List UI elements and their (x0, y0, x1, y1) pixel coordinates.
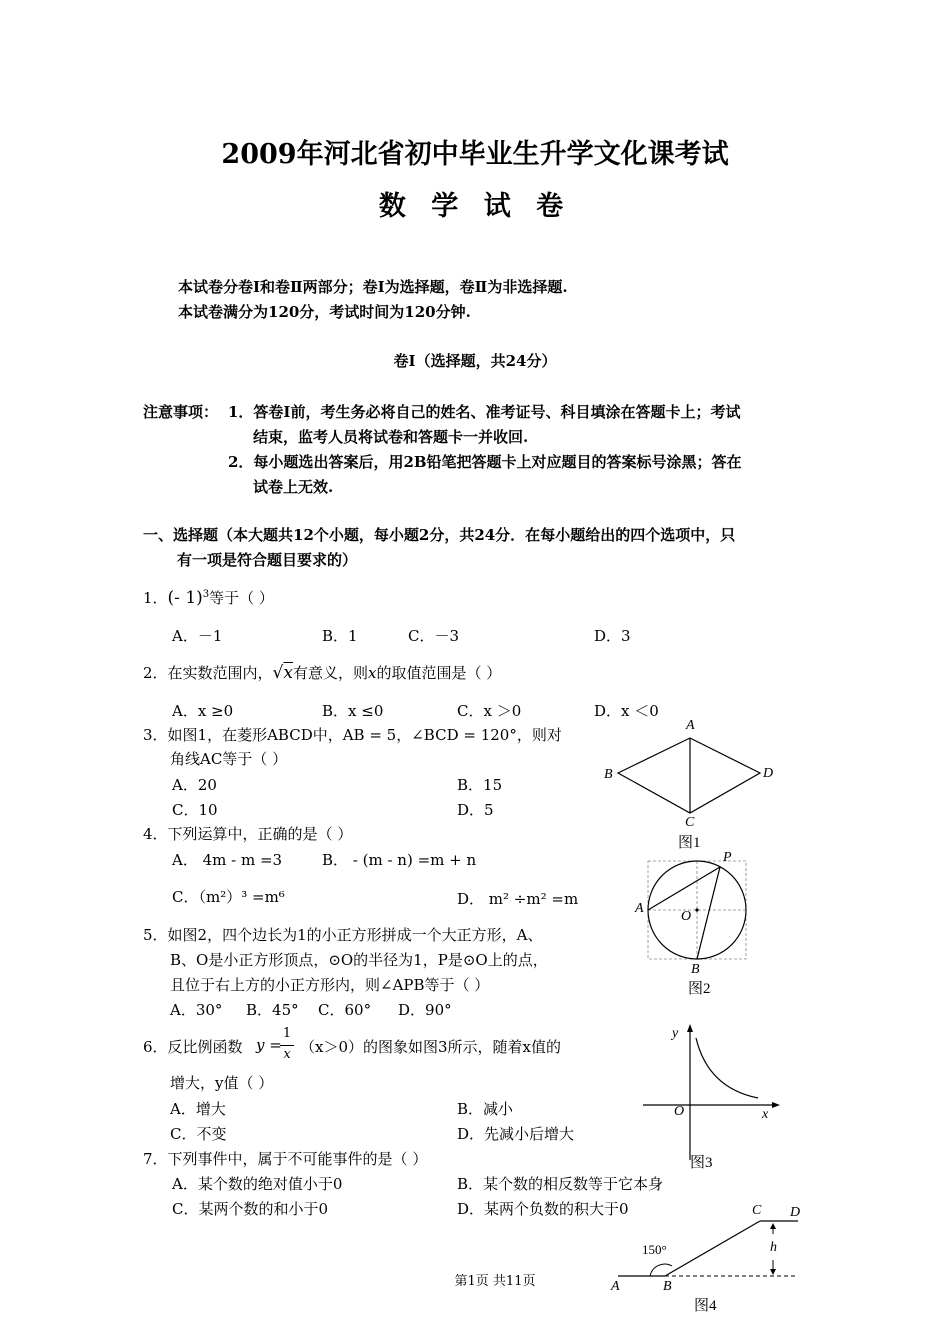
x-axis-arrow (772, 1102, 780, 1108)
question-1-stem: 1．(- 1)$^3$等于（ ） (143, 588, 274, 608)
fig4-label-d: D (790, 1205, 801, 1220)
fig1-label-d: D (763, 766, 774, 781)
figure-3-graph (638, 1020, 788, 1175)
fig3-label-y: y (672, 1026, 679, 1041)
exam-title: 2009年河北省初中毕业生升学文化课考试 (221, 139, 729, 170)
fig2-label-a: A (635, 901, 644, 916)
question-6-stem-a: 6．反比例函数 (143, 1038, 243, 1056)
sqrt-symbol: √x (272, 663, 293, 683)
fig3-label-x: x (762, 1107, 769, 1122)
part1-line-1: 一、选择题（本大题共12个小题，每小题2分，共24分．在每小题给出的四个选项中，只 (143, 526, 736, 544)
fig1-label-b: B (604, 767, 613, 782)
chord-pb (697, 867, 720, 959)
q6-fraction-numerator: 1 (282, 1026, 292, 1041)
question-6-line-2: 增大，y值（ ） (170, 1074, 274, 1092)
notice-item-1a: 1．答卷Ⅰ前，考生务必将自己的姓名、准考证号、科目填涂在答题卡上；考试 (228, 403, 741, 421)
q1-option-c: C．－3 (408, 627, 460, 645)
fig4-label-b: B (663, 1279, 672, 1294)
fig4-label-h: h (770, 1240, 777, 1255)
question-5-line-1: 5．如图2，四个边长为1的小正方形拼成一个大正方形，A、 (143, 926, 543, 944)
question-7-stem: 7．下列事件中，属于不可能事件的是（ ） (143, 1150, 428, 1168)
intro-line-2: 本试卷满分为120分，考试时间为120分钟. (178, 303, 471, 321)
page-footer: 第1页 共11页 (454, 1274, 536, 1289)
q6-option-b: B．减小 (457, 1100, 514, 1118)
q6-fraction-bar (280, 1045, 294, 1046)
q6-fraction-denominator: x (283, 1047, 291, 1062)
question-4-stem: 4．下列运算中，正确的是（ ） (143, 825, 353, 843)
q6-option-c: C．不变 (170, 1125, 227, 1143)
hyperbola-curve (696, 1038, 758, 1098)
q3-option-d: D．5 (457, 801, 494, 819)
fig1-label-c: C (685, 815, 695, 830)
fig2-label-p: P (723, 850, 732, 865)
question-5-line-3: 且位于右上方的小正方形内，则∠APB等于（ ） (170, 976, 490, 994)
height-arrow-up (770, 1223, 776, 1229)
question-3-line-2: 角线AC等于（ ） (170, 750, 288, 768)
q4-option-b: B． - (m - n) =m + n (322, 851, 477, 869)
q7-option-d: D．某两个负数的积大于0 (457, 1200, 629, 1218)
q5-option-a: A．30° (170, 1001, 223, 1019)
q1-option-b: B．1 (322, 627, 358, 645)
figure-3-caption: 图3 (690, 1155, 713, 1171)
fig2-label-b: B (691, 962, 700, 977)
figure-1-caption: 图1 (678, 835, 701, 851)
q2-option-c: C．x ＞0 (457, 702, 522, 720)
fig2-label-o: O (681, 909, 692, 924)
part1-line-2: 有一项是符合题目要求的） (177, 551, 358, 569)
q2-option-b: B．x ≤0 (322, 702, 384, 720)
q1-option-a: A．－1 (172, 627, 223, 645)
q6-option-a: A．增大 (170, 1100, 226, 1118)
q4-option-a: A． 4m - m =3 (172, 851, 283, 869)
notice-item-1b: 结束，监考人员将试卷和答题卡一并收回. (253, 428, 529, 446)
q2-option-a: A．x ≥0 (172, 702, 234, 720)
fig1-label-a: A (686, 718, 695, 733)
q5-option-b: B．45° (246, 1001, 299, 1019)
q4-option-c: C．（m²）³ =m⁶ (172, 888, 285, 906)
notice-item-2b: 试卷上无效. (253, 478, 334, 496)
fig4-label-c: C (752, 1203, 762, 1218)
q7-option-b: B．某个数的相反数等于它本身 (457, 1175, 664, 1193)
question-6-stem-b: （x＞0）的图象如图3所示，随着x值的 (300, 1038, 562, 1056)
q4-option-d: D． m² ÷m² =m (457, 890, 579, 908)
question-2-stem: 2．在实数范围内，√x有意义，则x的取值范围是（ ） (143, 663, 502, 683)
figure-4-caption: 图4 (694, 1298, 717, 1314)
figure-1-rhombus (600, 715, 785, 855)
q6-option-d: D．先减小后增大 (457, 1125, 575, 1143)
section-title: 卷Ⅰ（选择题，共24分） (393, 352, 557, 370)
rhombus-shape (618, 738, 760, 813)
exam-subtitle: 数 学 试 卷 (378, 191, 572, 222)
fig3-label-o: O (674, 1104, 685, 1119)
center-point (695, 908, 698, 911)
fig4-label-angle: 150° (642, 1242, 667, 1257)
intro-line-1: 本试卷分卷Ⅰ和卷Ⅱ两部分；卷Ⅰ为选择题，卷Ⅱ为非选择题. (178, 278, 568, 296)
q3-option-b: B．15 (457, 776, 503, 794)
q2-option-d: D．x ＜0 (594, 702, 659, 720)
q3-option-c: C．10 (172, 801, 218, 819)
q3-option-a: A．20 (172, 776, 217, 794)
q7-option-c: C．某两个数的和小于0 (172, 1200, 329, 1218)
q5-option-c: C．60° (318, 1001, 372, 1019)
question-5-line-2: B、O是小正方形顶点，⊙O的半径为1，P是⊙O上的点， (170, 951, 548, 969)
figure-4-slope (600, 1198, 810, 1318)
slope-bc (665, 1221, 760, 1276)
chord-ap (648, 867, 720, 910)
fig4-label-a: A (611, 1279, 620, 1294)
y-axis-arrow (687, 1024, 693, 1032)
notice-label: 注意事项： (143, 403, 219, 421)
q6-func-lhs: y = (256, 1036, 282, 1054)
q1-option-d: D．3 (594, 627, 631, 645)
q1-expression: (- 1) (167, 588, 203, 608)
figure-2-caption: 图2 (688, 981, 711, 997)
q7-option-a: A．某个数的绝对值小于0 (172, 1175, 343, 1193)
notice-item-2a: 2．每小题选出答案后，用2B铅笔把答题卡上对应题目的答案标号涂黑；答在 (228, 453, 742, 471)
q5-option-d: D．90° (398, 1001, 452, 1019)
figure-2-circle (628, 848, 758, 998)
question-3-line-1: 3．如图1，在菱形ABCD中，AB = 5，∠BCD = 120°，则对 (143, 726, 562, 744)
